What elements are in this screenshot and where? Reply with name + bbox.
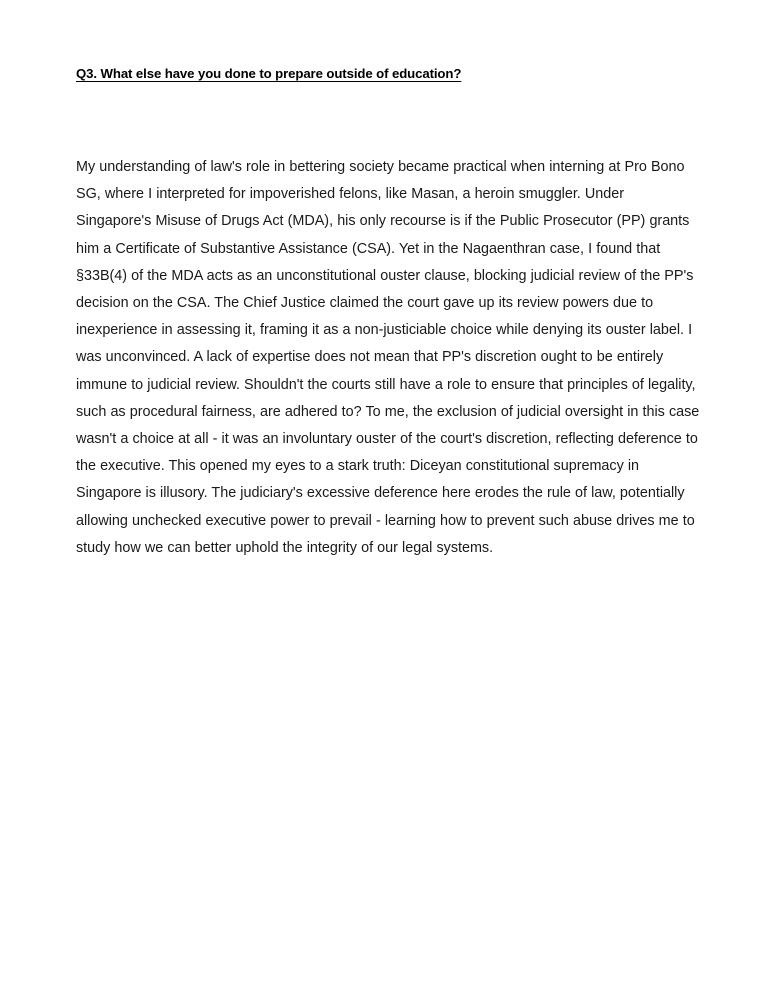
answer-paragraph: My understanding of law's role in bettering society became practical when interning at Pro Bono SG, where I interpreted for impoverished felons, like Masan, a heroin smuggler. Under Singapore's Misuse of Drugs Act (MDA), his only recourse is if the Public Prosecutor (PP) grants him a Certificate of Substantive Assistance (CSA). Yet in the Nagaenthran case, I found that §33B(4) of the MDA acts as an unconstitutional ouster clause, blocking judicial review of the PP's decision on the CSA. The Chief Justice claimed the court gave up its review powers due to inexperience in assessing it, framing it as a non-justiciable choice while denying its ouster label. I was unconvinced. A lack of expertise does not mean that PP's discretion ought to be entirely immune to judicial review. Shouldn't the courts still have a role to ensure that principles of legality, such as procedural fairness, are adhered to? To me, the exclusion of judicial oversight in this case wasn't a choice at all - it was an involuntary ouster of the court's discretion, reflecting deference to the executive. This opened my eyes to a stark truth: Diceyan constitutional supremacy in Singapore is illusory. The judiciary's excessive deference here erodes the rule of law, potentially allowing unchecked executive power to prevail - learning how to prevent such abuse drives me to study how we can better uphold the integrity of our legal systems.	[76, 159, 700, 556]
heading-body-spacer	[76, 84, 702, 154]
question-heading: Q3. What else have you done to prepare outside of education?	[76, 66, 462, 81]
document-content-area	[76, 64, 702, 562]
